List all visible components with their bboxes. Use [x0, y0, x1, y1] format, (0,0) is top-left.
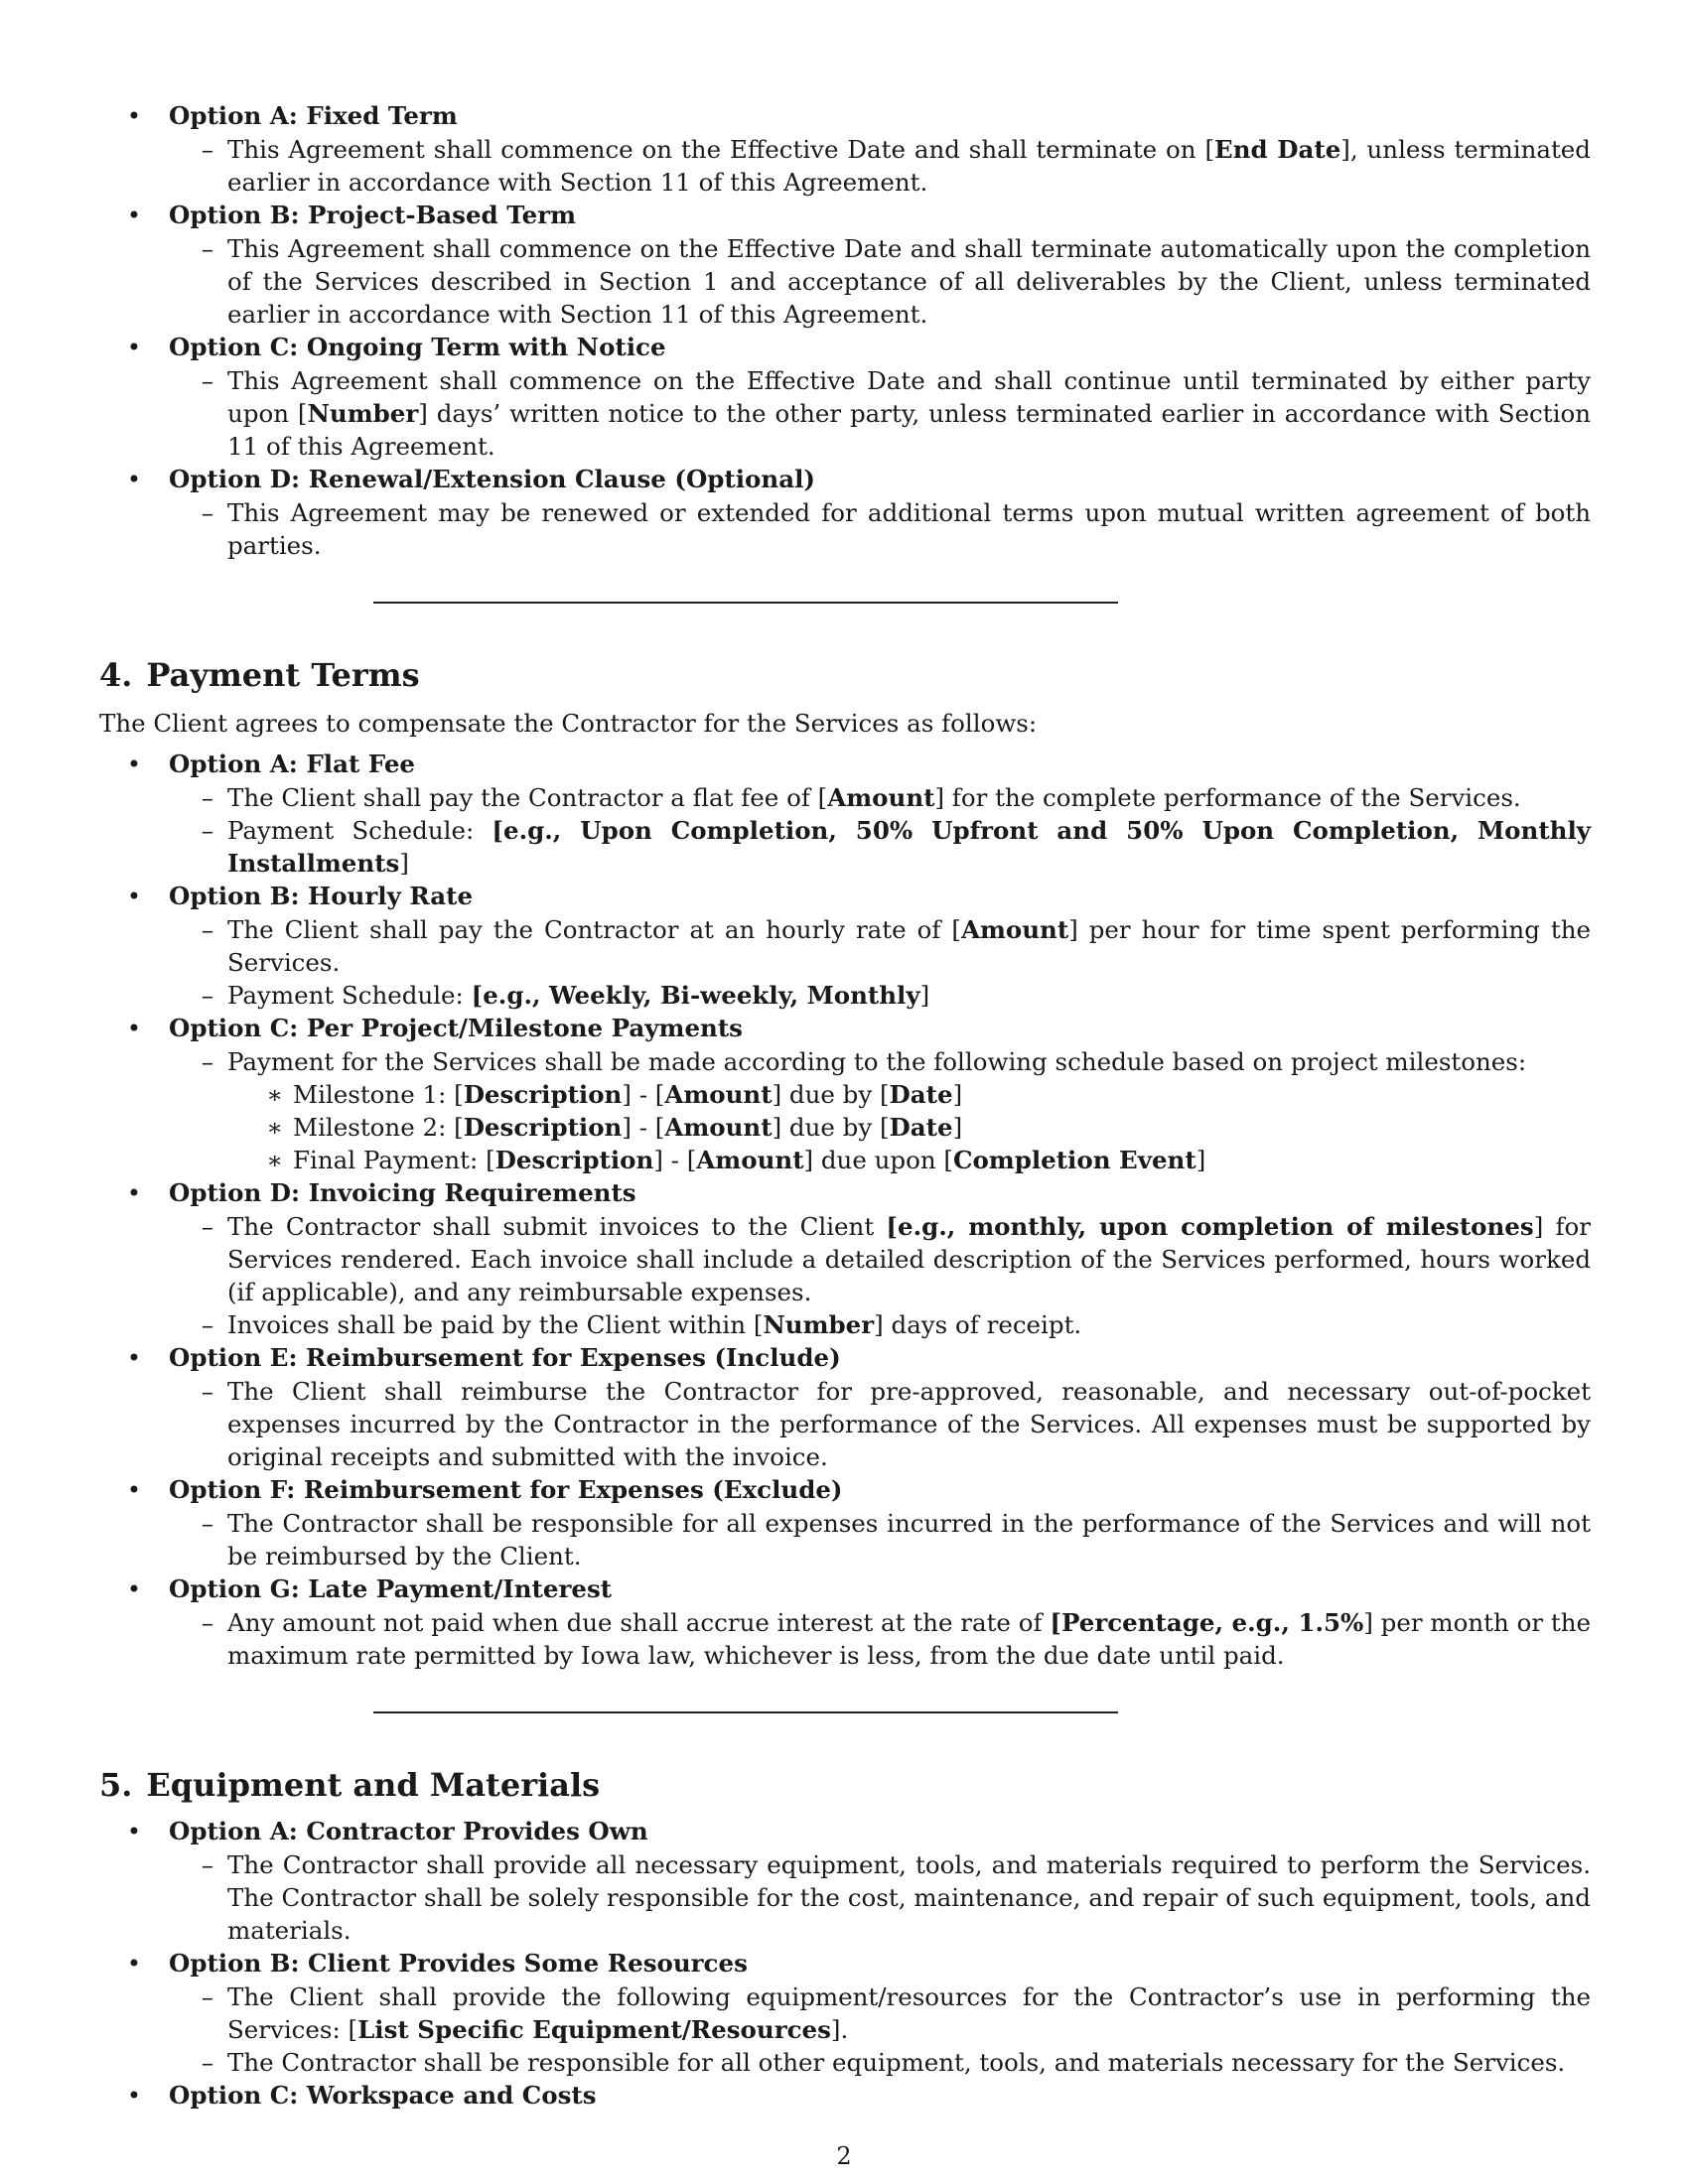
clause: – The Client shall provide the following equipment/resources for the Contractor’s use in performing the Services: [List Specific Equipment/Resources]. [99, 1980, 1591, 2046]
option-title: Option B: Hourly Rate [169, 882, 474, 910]
option-item [99, 1473, 1591, 1507]
option-item [99, 748, 1591, 781]
clause: – The Client shall pay the Contractor a flat fee of [Amount] for the complete performance of the Services. [99, 781, 1591, 814]
option-item [99, 1176, 1591, 1210]
option-item [99, 1012, 1591, 1045]
clause: – This Agreement shall commence on the Effective Date and shall terminate automatically upon the completion of the Services described in Section 1 and acceptance of all deliverables by the Client, unless terminated earlier in accordance with Section 11 of this Agreement. [99, 232, 1591, 331]
dash: – [201, 915, 213, 944]
bullet: • [126, 1818, 142, 1845]
section-intro: The Client agrees to compensate the Contractor for the Services as follows: [99, 709, 1038, 738]
option-item [99, 463, 1591, 496]
dash: – [201, 498, 213, 527]
option-item [99, 1572, 1591, 1606]
option-title: Option E: Reimbursement for Expenses (Include) [169, 1343, 841, 1372]
dash: – [201, 135, 213, 164]
dash: – [201, 1982, 213, 2011]
clause: – The Contractor shall be responsible for all expenses incurred in the performance of the Services and will not be reimbursed by the Client. [99, 1507, 1591, 1572]
clause: – The Client shall reimburse the Contractor for pre-approved, reasonable, and necessary out-of-pocket expenses incurred by the Contractor in the performance of the Services. All expenses must be supported by original receipts and submitted with the invoice. [99, 1375, 1591, 1473]
dash: – [201, 2048, 213, 2077]
dash: – [201, 1850, 213, 1879]
clause: – Payment Schedule: [e.g., Upon Completion, 50% Upfront and 50% Upon Completion, Monthly Installments] [99, 814, 1591, 880]
option-title: Option D: Invoicing Requirements [169, 1178, 636, 1207]
option-title: Option B: Project-Based Term [169, 201, 577, 229]
bullet: • [126, 751, 142, 778]
clause: – Any amount not paid when due shall accrue interest at the rate of [Percentage, e.g., 1.5%] per month or the maximum rate permitted by Iowa law, whichever is less, from the due date until paid. [99, 1606, 1591, 1672]
horizontal-rule [373, 602, 1118, 604]
bullet: • [126, 102, 142, 130]
clause: – Payment for the Services shall be made according to the following schedule based on project milestones: [99, 1045, 1591, 1078]
document-page [99, 99, 1591, 2113]
option-title: Option D: Renewal/Extension Clause (Optional) [169, 465, 815, 493]
option-title: Option C: Workspace and Costs [169, 2081, 597, 2110]
clause: – This Agreement may be renewed or extended for additional terms upon mutual written agreement of both parties. [99, 496, 1591, 562]
milestone-item: ∗ Final Payment: [Description] - [Amount] due upon [Completion Event] [99, 1144, 1591, 1176]
clause: – The Contractor shall submit invoices to the Client [e.g., monthly, upon completion of milestones] for Services rendered. Each invoice shall include a detailed description of the Services performed, hours worked (if applicable), and any reimbursable expenses. [99, 1210, 1591, 1308]
clause: – This Agreement shall commence on the Effective Date and shall terminate on [End Date], unless terminated earlier in accordance with Section 11 of this Agreement. [99, 133, 1591, 199]
option-title: Option F: Reimbursement for Expenses (Exclude) [169, 1475, 843, 1504]
option-title: Option C: Ongoing Term with Notice [169, 333, 666, 361]
option-title: Option A: Flat Fee [169, 750, 416, 778]
milestone-item: ∗ Milestone 2: [Description] - [Amount] due by [Date] [99, 1111, 1591, 1144]
bullet: • [126, 1950, 142, 1978]
dash: – [201, 1047, 213, 1076]
asterisk-bullet: ∗ [266, 1146, 283, 1174]
option-item [99, 99, 1591, 133]
horizontal-rule [373, 1711, 1118, 1713]
milestone-item: ∗ Milestone 1: [Description] - [Amount] due by [Date] [99, 1078, 1591, 1111]
asterisk-bullet: ∗ [266, 1080, 283, 1109]
asterisk-bullet: ∗ [266, 1113, 283, 1142]
option-title: Option G: Late Payment/Interest [169, 1574, 613, 1603]
bullet: • [126, 202, 142, 229]
section-heading: 4. Payment Terms [99, 656, 420, 694]
section-heading: 5. Equipment and Materials [99, 1766, 601, 1804]
bullet: • [126, 883, 142, 910]
clause: – The Client shall pay the Contractor at an hourly rate of [Amount] per hour for time spent performing the Services. [99, 913, 1591, 979]
dash: – [201, 1310, 213, 1339]
option-item [99, 2079, 1591, 2113]
clause: – This Agreement shall commence on the Effective Date and shall continue until terminated by either party upon [Number] days’ written notice to the other party, unless terminated earlier in accordance with Section 11 of this Agreement. [99, 364, 1591, 463]
clause: – The Contractor shall be responsible for all other equipment, tools, and materials necessary for the Services. [99, 2046, 1591, 2079]
dash: – [201, 1212, 213, 1241]
option-item [99, 199, 1591, 232]
option-title: Option B: Client Provides Some Resources [169, 1949, 748, 1978]
dash: – [201, 1608, 213, 1637]
clause: – Payment Schedule: [e.g., Weekly, Bi-weekly, Monthly] [99, 979, 1591, 1012]
bullet: • [126, 466, 142, 493]
bullet: • [126, 1575, 142, 1603]
dash: – [201, 1377, 213, 1406]
dash: – [201, 234, 213, 263]
bullet: • [126, 334, 142, 361]
option-item [99, 1341, 1591, 1375]
option-item [99, 331, 1591, 364]
clause: – Invoices shall be paid by the Client within [Number] days of receipt. [99, 1308, 1591, 1341]
option-item [99, 1947, 1591, 1980]
bullet: • [126, 2082, 142, 2110]
option-title: Option A: Fixed Term [169, 101, 458, 130]
dash: – [201, 1509, 213, 1538]
option-title: Option C: Per Project/Milestone Payments [169, 1014, 743, 1042]
bullet: • [126, 1015, 142, 1042]
bullet: • [126, 1344, 142, 1372]
dash: – [201, 981, 213, 1010]
dash: – [201, 783, 213, 812]
bullet: • [126, 1179, 142, 1207]
page-number: 2 [836, 2142, 852, 2170]
option-item [99, 880, 1591, 913]
dash: – [201, 366, 213, 395]
option-item [99, 1815, 1591, 1848]
option-title: Option A: Contractor Provides Own [169, 1817, 648, 1845]
clause: – The Contractor shall provide all necessary equipment, tools, and materials required to perform the Services. The Contractor shall be solely responsible for the cost, maintenance, and repair of such equipment, tools, and materials. [99, 1848, 1591, 1947]
bullet: • [126, 1476, 142, 1504]
dash: – [201, 816, 213, 845]
